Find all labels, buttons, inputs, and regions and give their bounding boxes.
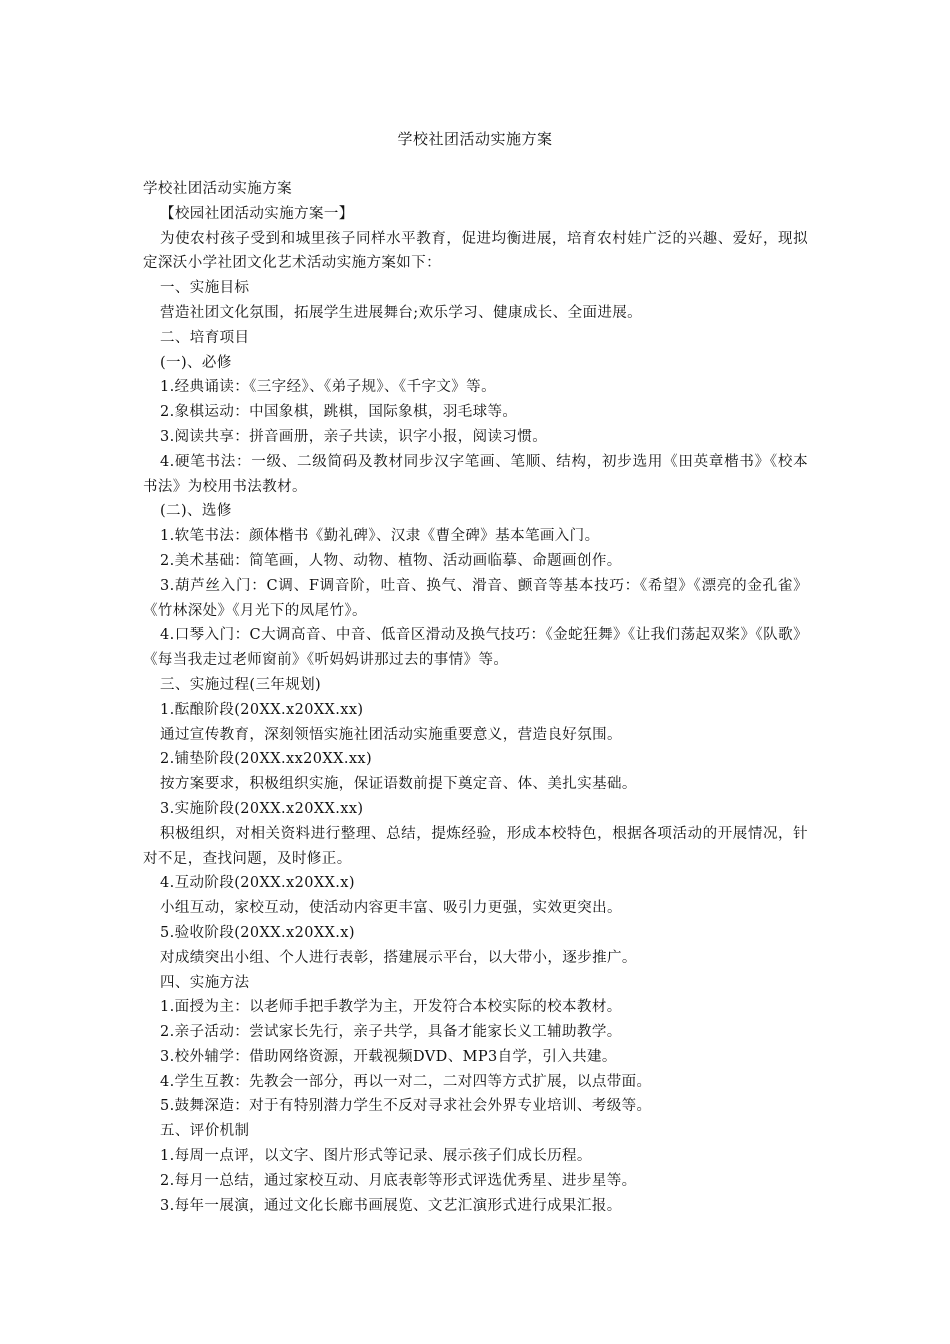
- paragraph: 1.软笔书法：颜体楷书《勤礼碑》、汉隶《曹全碑》基本笔画入门。: [160, 528, 600, 545]
- paragraph: 积极组织，对相关资料进行整理、总结，提炼经验，形成本校特色，根据各项活动的开展情况，针对不足，查找问题，及时修正。: [143, 825, 808, 867]
- paragraph: 3.每年一展演，通过文化长廊书画展览、文艺汇演形式进行成果汇报。: [160, 1197, 622, 1214]
- paragraph: 4.硬笔书法：一级、二级简码及教材同步汉字笔画、笔顺、结构，初步选用《田英章楷书》《校本书法》为校用书法教材。: [143, 453, 808, 495]
- paragraph: 2.每月一总结，通过家校互动、月底表彰等形式评选优秀星、进步星等。: [160, 1172, 637, 1189]
- paragraph: 4.学生互教：先教会一部分，再以一对二，二对四等方式扩展，以点带面。: [160, 1073, 652, 1090]
- paragraph: 按方案要求，积极组织实施，保证语数前提下奠定音、体、美扎实基础。: [160, 776, 637, 793]
- paragraph: 对成绩突出小组、个人进行表彰，搭建展示平台，以大带小，逐步推广。: [160, 949, 637, 966]
- paragraph: 四、实施方法: [160, 974, 250, 991]
- paragraph: 1.酝酿阶段(20XX.x20XX.xx): [160, 701, 364, 718]
- paragraph: 1.经典诵读：《三字经》、《弟子规》、《千字文》等。: [160, 379, 496, 396]
- paragraph: 营造社团文化氛围，拓展学生进展舞台;欢乐学习、健康成长、全面进展。: [160, 304, 643, 321]
- document-body: [143, 177, 808, 1218]
- paragraph: 一、实施目标: [160, 280, 250, 297]
- paragraph: (一)、必修: [160, 354, 232, 371]
- paragraph: 2.美术基础：简笔画，人物、动物、植物、活动画临摹、命题画创作。: [160, 552, 622, 569]
- document-title: 学校社团活动实施方案: [397, 130, 553, 148]
- paragraph: 3.阅读共享：拼音画册，亲子共读，识字小报，阅读习惯。: [160, 428, 548, 445]
- paragraph: 【校园社团活动实施方案一】: [160, 205, 354, 222]
- paragraph: 2.象棋运动：中国象棋，跳棋，国际象棋，羽毛球等。: [160, 404, 518, 421]
- paragraph: 2.亲子活动：尝试家长先行，亲子共学，具备才能家长义工辅助教学。: [160, 1024, 622, 1041]
- paragraph: 4.互动阶段(20XX.x20XX.x): [160, 875, 355, 892]
- paragraph: 五、评价机制: [160, 1123, 250, 1140]
- paragraph: 4.口琴入门：C大调高音、中音、低音区滑动及换气技巧：《金蛇狂舞》《让我们荡起双桨》《队歌》《每当我走过老师窗前》《听妈妈讲那过去的事情》等。: [143, 627, 808, 669]
- paragraph: 三、实施过程(三年规划): [160, 676, 322, 693]
- paragraph: 通过宣传教育，深刻领悟实施社团活动实施重要意义，营造良好氛围。: [160, 726, 622, 743]
- paragraph: 小组互动，家校互动，使活动内容更丰富、吸引力更强，实效更突出。: [160, 900, 622, 917]
- paragraph: 1.面授为主：以老师手把手教学为主，开发符合本校实际的校本教材。: [160, 999, 622, 1016]
- paragraph: 5.验收阶段(20XX.x20XX.x): [160, 924, 355, 941]
- paragraph: 二、培育项目: [160, 329, 250, 346]
- paragraph: 3.实施阶段(20XX.x20XX.xx): [160, 800, 364, 817]
- paragraph: 2.铺垫阶段(20XX.xx20XX.xx): [160, 751, 373, 768]
- paragraph: 3.葫芦丝入门：C调、F调音阶，吐音、换气、滑音、颤音等基本技巧：《希望》《漂亮的金孔雀》《竹林深处》《月光下的凤尾竹》。: [143, 577, 808, 619]
- paragraph: 1.每周一点评，以文字、图片形式等记录、展示孩子们成长历程。: [160, 1148, 592, 1165]
- paragraph: 5.鼓舞深造：对于有特别潜力学生不反对寻求社会外界专业培训、考级等。: [160, 1098, 652, 1115]
- paragraph: 为使农村孩子受到和城里孩子同样水平教育，促进均衡进展，培育农村娃广泛的兴趣、爱好，现拟定深沃小学社团文化艺术活动实施方案如下：: [143, 230, 808, 272]
- paragraph: 学校社团活动实施方案: [143, 181, 292, 197]
- paragraph: (二)、选修: [160, 503, 232, 520]
- paragraph: 3.校外辅学：借助网络资源，开载视频DVD、MP3自学，引入共建。: [160, 1048, 617, 1065]
